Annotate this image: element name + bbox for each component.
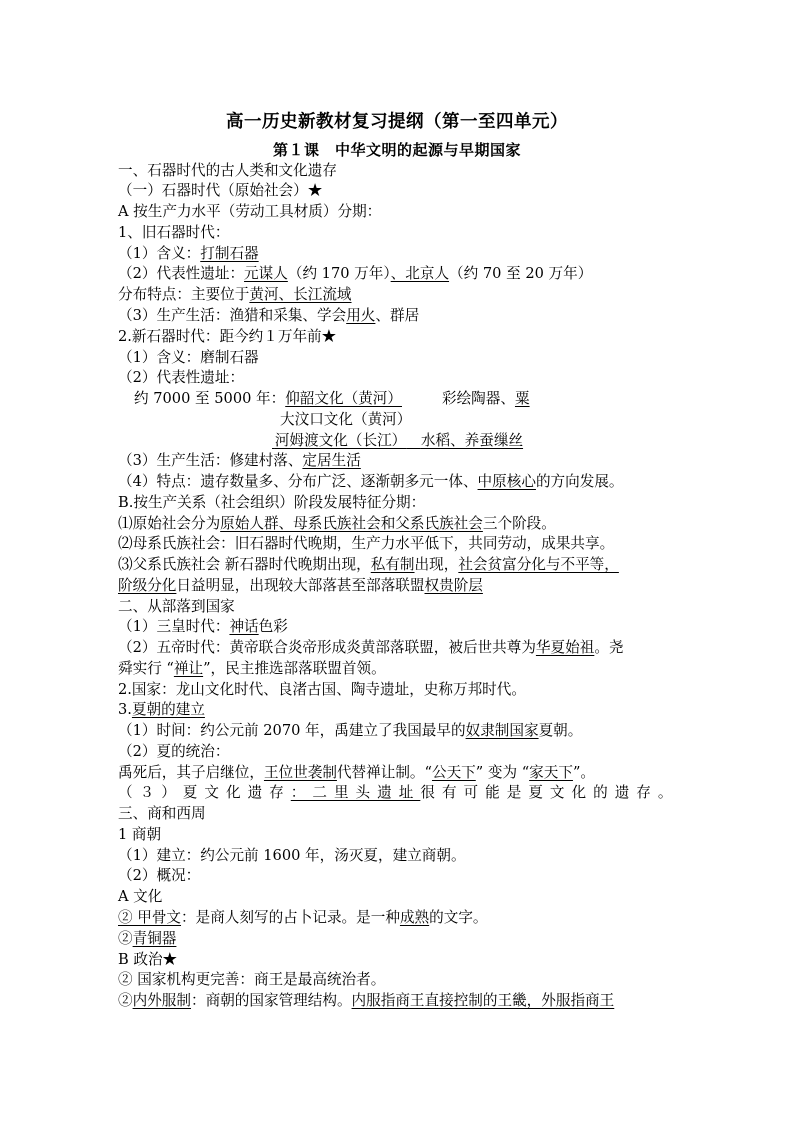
section-heading: 三、商和西周: [118, 805, 206, 822]
text-line: [118, 555, 619, 575]
text-line: [118, 908, 488, 928]
text-line: ⑵母系氏族社会：旧石器时代晚期，生产力水平低下，共同劳动，成果共享。: [118, 535, 615, 552]
text-line: 2.新石器时代：距今约１万年前★: [118, 328, 337, 345]
text-line: 1 商朝: [118, 826, 162, 843]
text-line: [118, 991, 614, 1011]
text-line: （2）概况：: [118, 867, 201, 884]
underlined-term: 王位世袭制: [263, 764, 337, 781]
text-span: （4）特点：遗存数量多、分布广泛、逐渐朝多元一体、: [118, 473, 478, 490]
text-span: 代替禅让制。“: [336, 764, 432, 781]
text-span: 夏朝。: [538, 722, 583, 739]
underlined-term: 内服指商王直接控制的王畿，外服指商王: [351, 992, 615, 1009]
text-span: 分布特点：主要位于: [118, 286, 250, 303]
text-line: [118, 264, 592, 284]
text-span: ②: [118, 930, 133, 947]
text-span: ：商朝的国家管理结构。: [191, 992, 352, 1009]
text-span: 、群居: [375, 307, 420, 324]
text-span: ”，民主推选部落联盟首领。: [203, 660, 386, 677]
text-span: 色彩: [258, 618, 288, 635]
text-line: [118, 659, 386, 679]
underlined-term: 夏朝的建立: [131, 701, 205, 718]
text-line: A 文化: [118, 888, 163, 905]
lesson-heading: 第１课 中华文明的起源与早期国家: [272, 141, 521, 159]
underlined-term: 公天下: [431, 764, 476, 781]
underlined-term: 河姆渡文化（长江）: [274, 432, 407, 449]
text-line: [118, 514, 556, 534]
underlined-term: 私有制: [370, 556, 415, 573]
text-span: 的文字。: [429, 909, 488, 926]
text-line: A 按生产力水平（劳动工具材质）分期：: [118, 203, 382, 220]
underlined-term: 元谋人: [244, 265, 288, 282]
underlined-term: 水稻、养蚕缫丝: [420, 432, 524, 449]
text-span: （1）三皇时代：: [118, 618, 230, 635]
underlined-term: 粟: [514, 390, 530, 407]
text-span: （1）时间：约公元前 2070 年，禹建立了我国最早的: [118, 722, 466, 739]
underlined-term: 神话: [229, 618, 259, 635]
text-span: 舜实行 “: [118, 660, 174, 677]
underlined-term: 社会贫富分化与不平等，: [458, 556, 619, 573]
text-line: （2）代表性遗址：: [118, 369, 245, 386]
subsection-heading: （一）石器时代（原始社会）★: [118, 182, 323, 199]
page-title: 高一历史新教材复习提纲（第一至四单元）: [226, 112, 568, 132]
text-line: （1）含义：磨制石器: [118, 349, 259, 366]
underlined-term: 青铜器: [132, 930, 177, 947]
text-span: （3）生产生活：渔猎和采集、学会: [118, 307, 347, 324]
text-span: 三个阶段。: [482, 515, 556, 532]
text-line: （1）建立：约公元前 1600 年，汤灭夏，建立商朝。: [118, 847, 466, 864]
text-span: （1）含义：: [118, 245, 201, 262]
underlined-term: 、北京人: [390, 265, 450, 282]
text-span: 很有可能是夏文化的遗存。: [420, 784, 680, 801]
underlined-term: 家天下: [529, 764, 573, 781]
text-line: [118, 700, 205, 720]
text-span: （2）五帝时代：黄帝联合炎帝形成炎黄部落联盟，被后世共尊为: [118, 639, 536, 656]
text-span: ”。: [572, 764, 596, 781]
text-line: ② 国家机构更完善：商王是最高统治者。: [118, 971, 386, 988]
text-line: [118, 763, 595, 783]
underlined-term: 内外服制: [132, 992, 191, 1009]
text-span: ：是商人刻写的占卜记录。是一种: [181, 909, 400, 926]
section-heading: 二、从部落到国家: [118, 598, 235, 615]
underlined-term: 禅让: [173, 660, 204, 677]
underlined-term: 仰韶文化（黄河）: [285, 390, 402, 407]
text-line: [272, 431, 523, 451]
text-span: 彩绘陶器、: [441, 390, 515, 407]
text-span: ⑴原始社会分为: [118, 515, 221, 532]
text-line: [118, 929, 176, 949]
text-line: [118, 638, 624, 658]
text-span: 约 7000 至 5000 年：: [134, 390, 286, 407]
text-line: 大汶口文化（黄河）: [280, 411, 412, 428]
underlined-term: 打制石器: [200, 245, 259, 262]
text-line: [118, 472, 624, 492]
text-span: 3.: [118, 701, 132, 718]
text-line: B 政治★: [118, 951, 178, 968]
underlined-term: 用火: [346, 307, 376, 324]
underlined-term: 华夏始祖: [535, 639, 595, 656]
text-span: （约 170 万年）: [287, 265, 391, 282]
text-line: 1、旧石器时代：: [118, 224, 230, 241]
text-span: 出现，: [414, 556, 459, 573]
underlined-term: 定居生活: [302, 452, 361, 469]
text-span: [406, 432, 421, 449]
underlined-term: 权贵阶层: [424, 577, 483, 594]
text-span: ②: [118, 992, 133, 1009]
text-line: [118, 721, 582, 741]
underlined-term: 黄河、长江流域: [249, 286, 352, 303]
underlined-term: 原始人群、母系氏族社会和父系氏族社会: [220, 515, 483, 532]
text-line: [118, 451, 361, 471]
text-span: 日益明显，出现较大部落甚至部落联盟: [176, 577, 425, 594]
text-line: [118, 244, 259, 264]
underlined-term: 成熟: [399, 909, 430, 926]
text-line: （2）夏的统治：: [118, 743, 230, 760]
underlined-term: ② 甲骨文: [118, 909, 182, 926]
text-span: ” 变为 “: [475, 764, 530, 781]
text-line: [118, 306, 419, 326]
text-span: ⑶父系氏族社会 新石器时代晚期出现，: [118, 556, 371, 573]
text-line: [134, 389, 530, 409]
text-span: （3）生产生活：修建村落、: [118, 452, 303, 469]
text-line: [118, 576, 483, 596]
underlined-term: 奴隶制国家: [465, 722, 539, 739]
text-line: B.按生产关系（社会组织）阶段发展特征分期：: [118, 494, 426, 511]
underlined-term: 中原核心: [477, 473, 536, 490]
underlined-term: ：二里头遗址: [290, 784, 421, 801]
text-line: [118, 783, 679, 803]
text-span: 禹死后，其子启继位，: [118, 764, 264, 781]
text-span: （约 70 至 20 万年）: [449, 265, 593, 282]
text-line: 2.国家：龙山文化时代、良渚古国、陶寺遗址，史称万邦时代。: [118, 681, 526, 698]
text-span: （2）代表性遗址：: [118, 265, 245, 282]
underlined-term: 阶级分化: [118, 577, 177, 594]
text-line: [118, 285, 352, 305]
text-line: [118, 617, 288, 637]
text-span: 的方向发展。: [535, 473, 624, 490]
section-heading: 一、石器时代的古人类和文化遗存: [118, 162, 337, 179]
text-span: （３）夏文化遗存: [118, 784, 291, 801]
text-span: 。尧: [594, 639, 624, 656]
